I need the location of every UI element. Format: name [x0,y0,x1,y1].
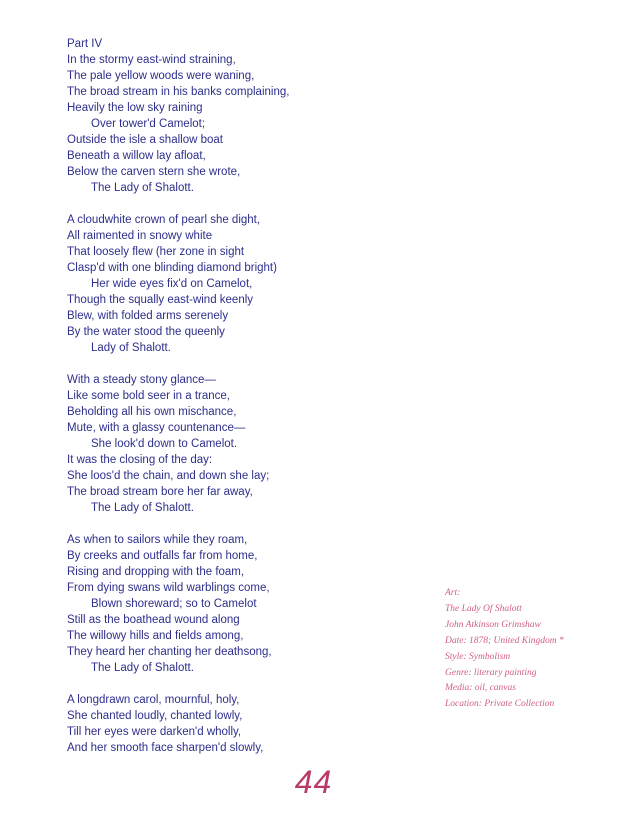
stanza-4 [67,532,427,676]
stanza-gap [67,676,427,692]
poem-line-indented: Over tower'd Camelot; [91,118,206,130]
poem-line: The willowy hills and fields among, [67,630,244,642]
poem-line: A longdrawn carol, mournful, holy, [67,694,240,706]
poem-line: By creeks and outfalls far from home, [67,550,258,562]
stanza-gap [67,516,427,532]
page-number: 44 [294,764,333,800]
art-info-caption [445,586,615,713]
art-info-style: Style: Symbolism [445,651,511,662]
poem-line: Mute, with a glassy countenance— [67,422,246,434]
poem-line: Heavily the low sky raining [67,102,203,114]
art-info-genre: Genre: literary painting [445,667,537,678]
poem-line: Blew, with folded arms serenely [67,310,229,322]
stanza-5 [67,692,427,756]
poem-line: That loosely flew (her zone in sight [67,246,245,258]
poem-line: Clasp'd with one blinding diamond bright) [67,262,277,274]
poem-line: The broad stream bore her far away, [67,486,253,498]
art-info-artist: John Atkinson Grimshaw [445,619,541,630]
poem-line-indented: Her wide eyes fix'd on Camelot, [91,278,253,290]
poem-refrain: The Lady of Shalott. [91,662,194,674]
poem-line: From dying swans wild warblings come, [67,582,270,594]
poem-line: She chanted loudly, chanted lowly, [67,710,243,722]
poem-line: It was the closing of the day: [67,454,213,466]
art-info-date: Date: 1878; United Kingdom * [445,635,564,646]
poem-body [67,36,427,756]
poem-line: All raimented in snowy white [67,230,213,242]
poem-line: By the water stood the queenly [67,326,225,338]
art-info-title: The Lady Of Shalott [445,603,522,614]
stanza-gap [67,356,427,372]
stanza-gap [67,196,427,212]
poem-line: Though the squally east-wind keenly [67,294,254,306]
poem-line: She loos'd the chain, and down she lay; [67,470,270,482]
poem-line: Like some bold seer in a trance, [67,390,231,402]
art-info-media: Media: oil, canvas [445,683,516,694]
poem-line: Still as the boathead wound along [67,614,240,626]
poem-line: Outside the isle a shallow boat [67,134,223,146]
poem-line: They heard her chanting her deathsong, [67,646,272,658]
poem-line: As when to sailors while they roam, [67,534,248,546]
art-info-heading: Art: [445,588,461,598]
poem-line: With a steady stony glance— [67,374,216,386]
poem-line: In the stormy east-wind straining, [67,54,236,66]
poem-line: Below the carven stern she wrote, [67,166,241,178]
poem-refrain: The Lady of Shalott. [91,182,194,194]
poem-line: Beholding all his own mischance, [67,406,237,418]
stanza-1 [67,52,427,196]
section-heading: Part IV [67,38,103,50]
poem-refrain: The Lady of Shalott. [91,502,194,514]
stanza-3 [67,372,427,516]
poem-line: Rising and dropping with the foam, [67,566,245,578]
poem-line: Till her eyes were darken'd wholly, [67,726,242,738]
poem-line: And her smooth face sharpen'd slowly, [67,742,264,754]
poem-line: A cloudwhite crown of pearl she dight, [67,214,261,226]
poem-line: Beneath a willow lay afloat, [67,150,206,162]
poem-line: The pale yellow woods were waning, [67,70,255,82]
stanza-2 [67,212,427,356]
poem-refrain: Lady of Shalott. [91,342,171,354]
poem-line: The broad stream in his banks complaining, [67,86,290,98]
poem-line-indented: She look'd down to Camelot. [91,438,238,450]
poem-line-indented: Blown shoreward; so to Camelot [91,598,257,610]
art-info-location: Location: Private Collection [445,699,555,710]
